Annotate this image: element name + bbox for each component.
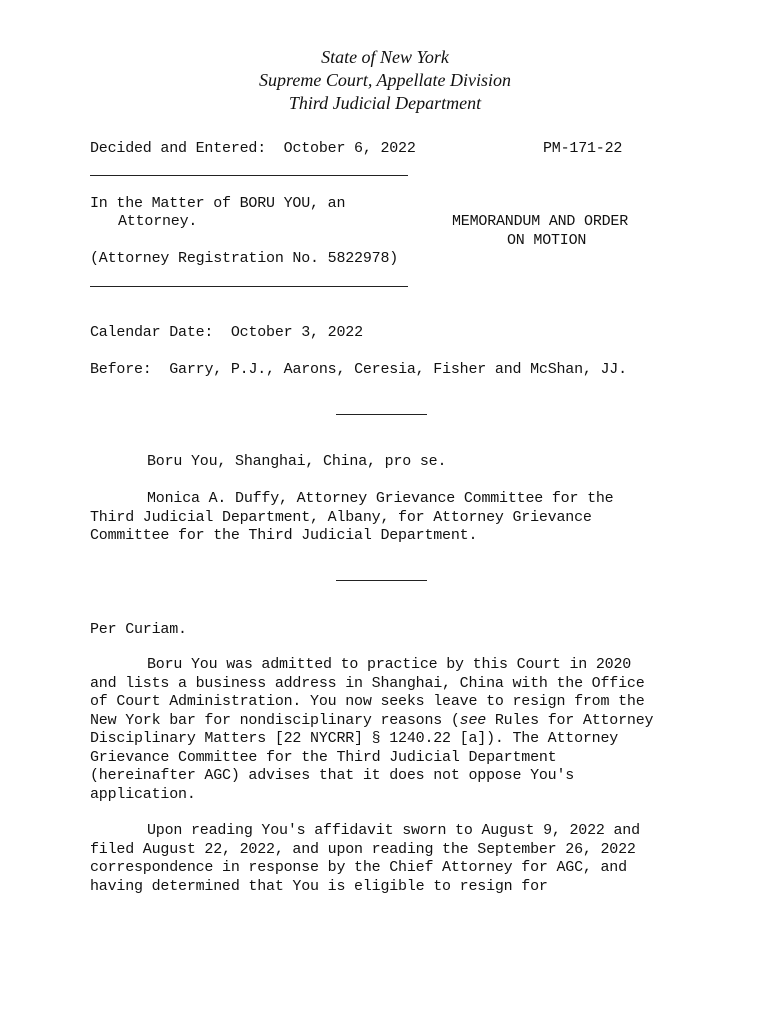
appearance-committee-line3: Committee for the Third Judicial Department. bbox=[90, 527, 478, 544]
court-name: Supreme Court, Appellate Division bbox=[259, 70, 511, 90]
signal-see: see bbox=[459, 712, 487, 729]
appearance-committee-line1 bbox=[90, 490, 613, 508]
paragraph2-line4: having determined that You is eligible to resign for bbox=[90, 878, 548, 895]
calendar-row bbox=[90, 324, 363, 342]
paragraph1-line7: (hereinafter AGC) advises that it does not oppose You's bbox=[90, 767, 575, 784]
paragraph1-line6: Grievance Committee for the Third Judicial Department bbox=[90, 749, 557, 766]
before-row bbox=[90, 361, 627, 379]
paragraph2-line1 bbox=[90, 822, 640, 840]
appearance-respondent-text: Boru You, Shanghai, China, pro se. bbox=[147, 453, 447, 470]
order-title-line2: ON MOTION bbox=[507, 232, 587, 249]
paragraph1-line4-a: New York bar for nondisciplinary reasons ( bbox=[90, 712, 460, 729]
docket-number: PM-171-22 bbox=[543, 140, 623, 157]
panel-judges: Garry, P.J., Aarons, Ceresia, Fisher and McShan, JJ. bbox=[169, 361, 627, 378]
paragraph1-line1 bbox=[90, 656, 631, 674]
caption-bottom-rule bbox=[90, 286, 408, 287]
section-divider-1 bbox=[336, 414, 427, 415]
calendar-date: October 3, 2022 bbox=[230, 324, 363, 341]
paragraph2-line2: filed August 22, 2022, and upon reading the September 26, 2022 bbox=[90, 841, 636, 858]
caption-matter-line2: Attorney. bbox=[118, 213, 198, 230]
decided-date: October 6, 2022 bbox=[283, 140, 416, 157]
order-title-line1: MEMORANDUM AND ORDER bbox=[452, 213, 629, 230]
before-label: Before: bbox=[90, 361, 152, 378]
paragraph1-line2: and lists a business address in Shanghai, China with the Office bbox=[90, 675, 645, 692]
paragraph2-line3: correspondence in response by the Chief Attorney for AGC, and bbox=[90, 859, 627, 876]
registration-number: (Attorney Registration No. 5822978) bbox=[90, 250, 399, 267]
paragraph1-line3: of Court Administration. You now seeks leave to resign from the bbox=[90, 693, 645, 710]
paragraph2-line1-text: Upon reading You's affidavit sworn to August 9, 2022 and bbox=[147, 822, 640, 839]
paragraph1-line4-b: Rules for Attorney bbox=[486, 712, 654, 729]
paragraph1-line8: application. bbox=[90, 786, 196, 803]
paragraph1-line5: Disciplinary Matters [22 NYCRR] § 1240.22 [a]). The Attorney bbox=[90, 730, 619, 747]
section-divider-2 bbox=[336, 580, 427, 581]
appearance-committee-text1: Monica A. Duffy, Attorney Grievance Committee for the bbox=[147, 490, 614, 507]
decided-row bbox=[90, 140, 416, 158]
appearance-committee-line2: Third Judicial Department, Albany, for Attorney Grievance bbox=[90, 509, 592, 526]
court-state: State of New York bbox=[321, 47, 449, 67]
court-department: Third Judicial Department bbox=[288, 93, 482, 113]
caption-top-rule bbox=[90, 175, 408, 176]
appearance-respondent bbox=[90, 453, 446, 471]
caption-matter-line1: In the Matter of BORU YOU, an bbox=[90, 195, 346, 212]
decided-label: Decided and Entered: bbox=[90, 140, 267, 157]
paragraph1-line1-text: Boru You was admitted to practice by this Court in 2020 bbox=[147, 656, 632, 673]
per-curiam: Per Curiam. bbox=[90, 621, 187, 638]
calendar-label: Calendar Date: bbox=[90, 324, 214, 341]
paragraph1-line4 bbox=[90, 712, 653, 730]
